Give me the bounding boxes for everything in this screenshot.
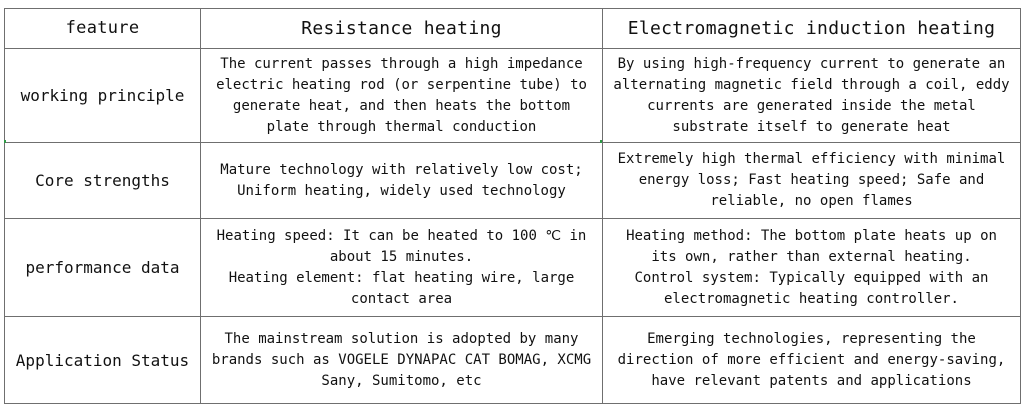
header-row bbox=[5, 9, 1021, 49]
cell-line: about 15 minutes. bbox=[329, 248, 474, 265]
cell-line: Uniform heating, widely used technology bbox=[237, 182, 566, 199]
cell-line: electric heating rod (or serpentine tube) to bbox=[216, 76, 587, 93]
cell-line: electromagnetic heating controller. bbox=[663, 290, 959, 307]
cell-line: substrate itself to generate heat bbox=[672, 118, 951, 135]
cell-corner-mark bbox=[600, 140, 602, 143]
cell-line: generate heat, and then heats the bottom bbox=[232, 97, 571, 114]
cell-resistance-application-status bbox=[201, 317, 603, 404]
row-label-performance-data: performance data bbox=[5, 219, 201, 317]
row-label-application-status: Application Status bbox=[5, 317, 201, 404]
cell-line: Control system: Typically equipped with an bbox=[634, 269, 989, 286]
cell-line: direction of more efficient and energy-saving, bbox=[617, 351, 1006, 368]
cell-line: energy loss; Fast heating speed; Safe and bbox=[638, 172, 985, 188]
table-row bbox=[5, 219, 1021, 317]
cell-induction-performance-data bbox=[603, 219, 1021, 317]
cell-line: reliable, no open flames bbox=[710, 193, 913, 209]
comparison-table bbox=[4, 8, 1021, 404]
table-row bbox=[5, 317, 1021, 404]
cell-induction-core-strengths bbox=[603, 143, 1021, 219]
cell-line: its own, rather than external heating. bbox=[651, 248, 972, 265]
table-row bbox=[5, 49, 1021, 143]
cell-line: The mainstream solution is adopted by many bbox=[224, 330, 579, 347]
header-feature: feature bbox=[5, 9, 201, 49]
cell-line: brands such as VOGELE DYNAPAC CAT BOMAG, XCMG bbox=[211, 351, 592, 368]
cell-line: By using high-frequency current to generate an bbox=[617, 55, 1006, 72]
header-resistance-heating: Resistance heating bbox=[201, 9, 603, 49]
cell-induction-working-principle bbox=[603, 49, 1021, 143]
cell-line: Sany, Sumitomo, etc bbox=[321, 372, 482, 389]
cell-resistance-working-principle bbox=[201, 49, 603, 143]
cell-line: have relevant patents and applications bbox=[651, 372, 972, 389]
cell-line: The current passes through a high impedance bbox=[220, 55, 583, 72]
cell-line: Emerging technologies, representing the bbox=[647, 330, 976, 347]
cell-induction-application-status bbox=[603, 317, 1021, 404]
cell-line: Mature technology with relatively low cost; bbox=[220, 161, 583, 178]
cell-line: currents are generated inside the metal bbox=[647, 97, 976, 114]
cell-line: Extremely high thermal efficiency with minimal bbox=[617, 151, 1006, 167]
cell-corner-mark bbox=[4, 140, 6, 143]
table-row bbox=[5, 143, 1021, 219]
cell-line: alternating magnetic field through a coil, eddy bbox=[613, 76, 1010, 93]
cell-line: contact area bbox=[350, 290, 453, 307]
header-induction-heating: Electromagnetic induction heating bbox=[603, 9, 1021, 49]
cell-line: Heating speed: It can be heated to 100 ℃ in bbox=[216, 227, 587, 244]
row-label-working-principle: working principle bbox=[5, 49, 201, 143]
cell-resistance-performance-data bbox=[201, 219, 603, 317]
cell-line: plate through thermal conduction bbox=[266, 118, 537, 135]
row-label-core-strengths: Core strengths bbox=[5, 143, 201, 219]
cell-resistance-core-strengths bbox=[201, 143, 603, 219]
cell-line: Heating method: The bottom plate heats up on bbox=[626, 227, 997, 244]
cell-line: Heating element: flat heating wire, large bbox=[228, 269, 575, 286]
